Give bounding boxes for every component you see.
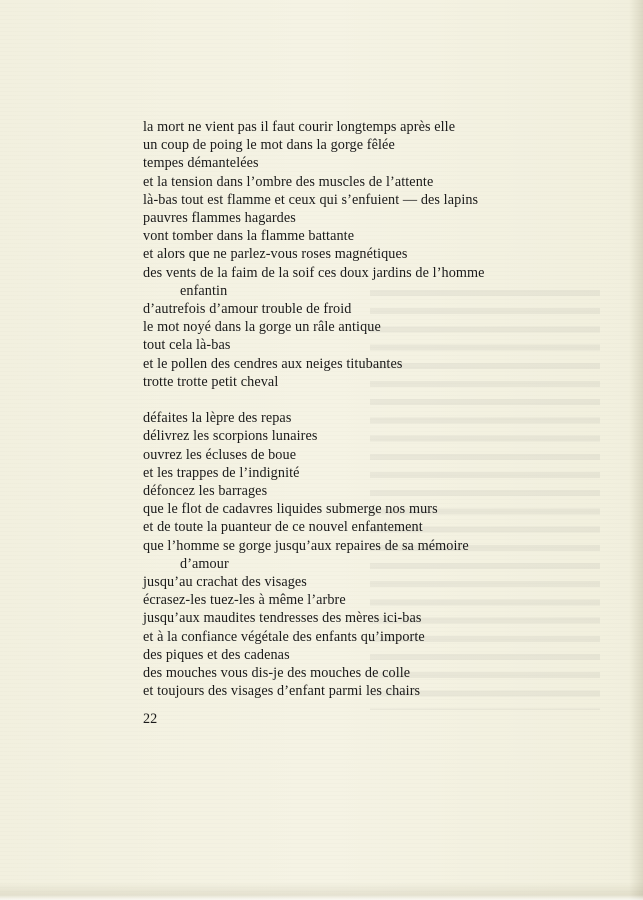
poem-line: des mouches vous dis-je des mouches de colle bbox=[143, 665, 411, 682]
poem-line: un coup de poing le mot dans la gorge fêlée bbox=[143, 137, 395, 154]
poem-line: défoncez les barrages bbox=[143, 483, 268, 500]
poem-line: et de toute la puanteur de ce nouvel enfantement bbox=[143, 519, 423, 536]
page-number: 22 bbox=[143, 711, 158, 727]
poem-line: pauvres flammes hagardes bbox=[143, 210, 296, 227]
poem-line: des piques et des cadenas bbox=[143, 646, 290, 663]
poem-line: tempes démantelées bbox=[143, 155, 259, 172]
poem-line: défaites la lèpre des repas bbox=[143, 410, 292, 427]
poem-line: jusqu’aux maudites tendresses des mères ici-bas bbox=[143, 610, 422, 627]
poem-line: que le flot de cadavres liquides submerge nos murs bbox=[143, 501, 438, 518]
poem-line: vont tomber dans la flamme battante bbox=[143, 228, 355, 245]
poem-line: d’autrefois d’amour trouble de froid bbox=[143, 301, 352, 318]
page-edge-shadow bbox=[629, 0, 643, 900]
poem-line: et les trappes de l’indignité bbox=[143, 464, 300, 481]
poem-line: écrasez-les tuez-les à même l’arbre bbox=[143, 592, 346, 609]
poem-line: des vents de la faim de la soif ces doux jardins de l’homme bbox=[143, 264, 485, 281]
poem-line: et toujours des visages d’enfant parmi les chairs bbox=[143, 683, 421, 700]
poem-line: et alors que ne parlez-vous roses magnétiques bbox=[143, 246, 408, 263]
poem-line: que l’homme se gorge jusqu’aux repaires de sa mémoire bbox=[143, 537, 469, 554]
stanza bbox=[143, 409, 583, 700]
poem-line: le mot noyé dans la gorge un râle antique bbox=[143, 319, 381, 336]
poem-line: et la tension dans l’ombre des muscles de l’attente bbox=[143, 173, 434, 190]
poem-line: la mort ne vient pas il faut courir longtemps après elle bbox=[143, 119, 456, 135]
poem-line: tout cela là-bas bbox=[143, 337, 231, 354]
poem-line: d’amour bbox=[180, 555, 229, 572]
poem-body bbox=[143, 118, 583, 700]
poem-line: enfantin bbox=[180, 282, 228, 299]
poem-line: là-bas tout est flamme et ceux qui s’enfuient — des lapins bbox=[143, 191, 479, 208]
poem-line: délivrez les scorpions lunaires bbox=[143, 428, 318, 445]
page-bottom-edge bbox=[0, 882, 643, 900]
poem-line: trotte trotte petit cheval bbox=[143, 373, 279, 390]
stanza bbox=[143, 118, 583, 391]
poem-line: et le pollen des cendres aux neiges titubantes bbox=[143, 355, 403, 372]
poem-line: ouvrez les écluses de boue bbox=[143, 446, 297, 463]
poem-line: et à la confiance végétale des enfants qu’importe bbox=[143, 628, 425, 645]
poem-line: jusqu’au crachat des visages bbox=[143, 574, 307, 591]
